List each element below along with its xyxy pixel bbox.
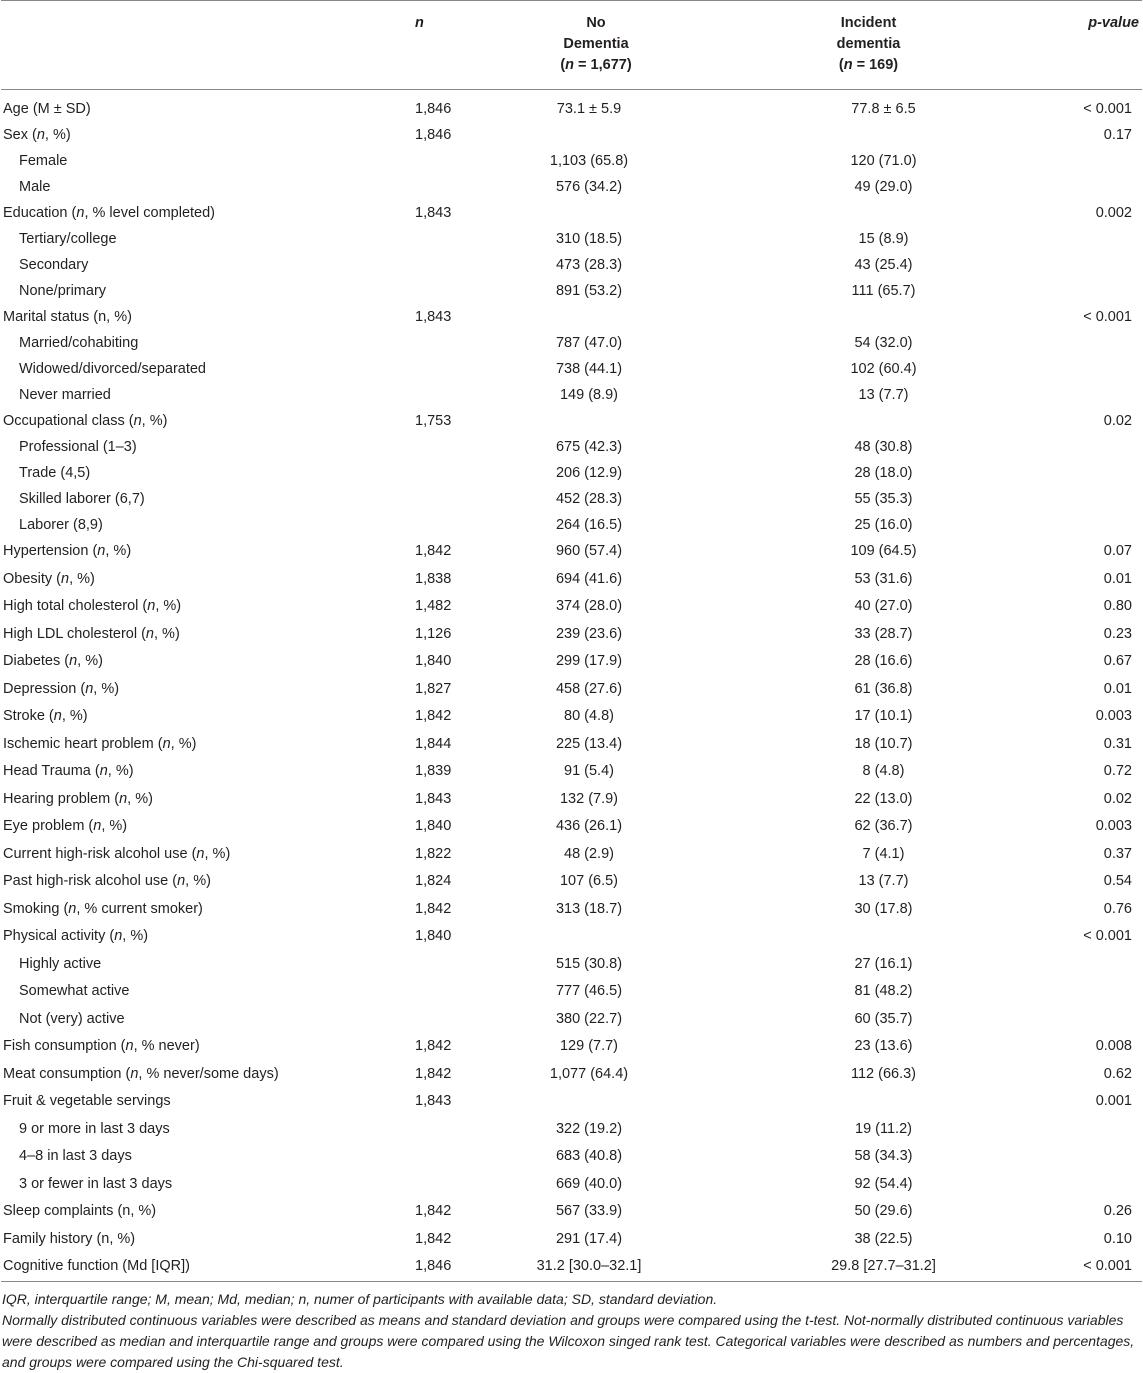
table-row [1,758,1142,786]
header-n: n [415,15,424,31]
table-row [1,278,1142,304]
cell-incident-dementia: 77.8 ± 6.5 [851,101,916,117]
row-label: High LDL cholesterol (n, %) [3,625,180,642]
row-label: Education (n, % level completed) [3,205,215,221]
header-incident-line1: Incident [840,15,897,31]
cell-n: 1,842 [415,1203,452,1219]
row-label: Ischemic heart problem (n, %) [3,735,197,752]
table-row [1,1061,1142,1089]
row-label: Current high-risk alcohol use (n, %) [3,845,231,862]
cell-incident-dementia: 50 (29.6) [854,1203,913,1219]
row-label: Secondary [19,257,89,273]
table-row [1,1171,1142,1199]
cell-incident-dementia [726,408,1011,434]
row-label: Stroke (n, %) [3,708,88,724]
cell-n: 1,839 [415,763,452,779]
cell-incident-dementia: 15 (8.9) [858,231,909,247]
cell-no-dementia: 299 (17.9) [555,653,623,669]
characteristics-table [1,0,1142,1282]
cell-no-dementia: 738 (44.1) [555,361,623,377]
table-row [1,200,1142,226]
cell-p-value [1011,434,1142,460]
cell-incident-dementia: 54 (32.0) [854,335,913,351]
cell-no-dementia: 80 (4.8) [564,708,614,724]
cell-p-value [1011,460,1142,486]
table-row [1,648,1142,676]
cell-p-value: < 0.001 [1083,928,1132,944]
cell-incident-dementia: 22 (13.0) [854,790,913,807]
cell-no-dementia: 1,077 (64.4) [549,1065,629,1082]
cell-incident-dementia: 92 (54.4) [854,1175,913,1192]
cell-incident-dementia: 17 (10.1) [854,708,913,724]
cell-n: 1,482 [415,598,452,614]
header-no-dementia-line3: (n = 1,677) [560,57,632,73]
cell-p-value: < 0.001 [1083,309,1132,325]
cell-p-value: 0.008 [1095,1038,1132,1054]
table-row [1,486,1142,512]
cell-incident-dementia: 7 (4.1) [862,845,905,862]
cell-p-value: < 0.001 [1083,101,1132,117]
cell-n: 1,126 [415,625,452,642]
row-label: Sleep complaints (n, %) [3,1203,157,1219]
header-incident-dementia [726,1,1011,90]
cell-no-dementia: 48 (2.9) [564,845,614,862]
cell-no-dementia: 669 (40.0) [555,1175,623,1192]
cell-n: 1,842 [415,900,452,917]
cell-n: 1,843 [415,1093,452,1109]
cell-n: 1,842 [415,1065,452,1082]
cell-n: 1,824 [415,873,452,889]
cell-n [346,356,466,382]
cell-incident-dementia: 27 (16.1) [854,955,913,972]
cell-n: 1,846 [415,101,452,117]
cell-n: 1,822 [415,845,452,862]
cell-incident-dementia: 8 (4.8) [862,763,905,779]
cell-no-dementia: 694 (41.6) [555,570,623,587]
table-row [1,1116,1142,1144]
row-label: Family history (n, %) [3,1230,136,1247]
cell-incident-dementia: 28 (16.6) [854,653,913,669]
header-no-dementia [466,1,726,90]
cell-incident-dementia [726,122,1011,148]
cell-p-value: 0.76 [1103,900,1132,917]
cell-p-value [1011,512,1142,538]
cell-incident-dementia: 25 (16.0) [854,517,913,533]
cell-no-dementia: 91 (5.4) [564,763,614,779]
cell-incident-dementia: 30 (17.8) [854,900,913,917]
cell-no-dementia: 225 (13.4) [555,735,623,752]
cell-n [346,486,466,512]
cell-incident-dementia: 23 (13.6) [854,1038,913,1054]
cell-n: 1,846 [415,1258,452,1274]
row-label: 9 or more in last 3 days [19,1120,170,1137]
header-no-dementia-line1: No [586,15,606,31]
header-variable [1,1,346,90]
cell-p-value: 0.003 [1095,818,1132,834]
cell-incident-dementia: 62 (36.7) [854,818,913,834]
cell-no-dementia: 149 (8.9) [559,387,619,403]
cell-no-dementia: 291 (17.4) [555,1230,623,1247]
cell-p-value: 0.17 [1103,127,1132,143]
row-label: Head Trauma (n, %) [3,763,134,779]
cell-p-value: < 0.001 [1083,1258,1132,1274]
cell-n [346,226,466,252]
row-label: Married/cohabiting [19,335,139,351]
row-label: Never married [19,387,111,403]
cell-no-dementia: 107 (6.5) [559,873,619,889]
table-row [1,304,1142,330]
cell-n: 1,842 [415,708,452,724]
cell-n: 1,827 [415,680,452,697]
cell-p-value: 0.10 [1103,1230,1132,1247]
cell-incident-dementia: 58 (34.3) [854,1148,913,1164]
cell-incident-dementia [726,923,1011,951]
cell-incident-dementia: 43 (25.4) [854,257,913,273]
table-row [1,786,1142,814]
cell-p-value: 0.80 [1103,598,1132,614]
row-label: Diabetes (n, %) [3,653,103,669]
cell-no-dementia: 683 (40.8) [555,1148,623,1164]
table-row [1,90,1142,123]
cell-p-value [1011,978,1142,1006]
cell-p-value [1011,148,1142,174]
cell-n [346,278,466,304]
cell-p-value: 0.002 [1095,205,1132,221]
cell-no-dementia: 436 (26.1) [555,818,623,834]
cell-p-value: 0.001 [1095,1093,1132,1109]
cell-n [346,148,466,174]
table-row [1,1143,1142,1171]
table-row [1,174,1142,200]
cell-p-value [1011,1143,1142,1171]
cell-incident-dementia [726,304,1011,330]
cell-p-value [1011,486,1142,512]
row-label: None/primary [19,283,107,299]
cell-no-dementia: 675 (42.3) [555,439,623,455]
cell-incident-dementia: 53 (31.6) [854,570,913,587]
table-row [1,330,1142,356]
cell-no-dementia: 787 (47.0) [555,335,623,351]
table-row [1,122,1142,148]
cell-no-dementia: 73.1 ± 5.9 [556,101,622,117]
cell-incident-dementia: 48 (30.8) [854,439,913,455]
cell-p-value: 0.62 [1103,1065,1132,1082]
cell-p-value: 0.67 [1103,653,1132,669]
table-row [1,896,1142,924]
row-label: Fish consumption (n, % never) [3,1038,200,1054]
cell-p-value [1011,252,1142,278]
cell-p-value [1011,330,1142,356]
cell-p-value: 0.26 [1103,1203,1132,1219]
cell-p-value [1011,951,1142,979]
cell-no-dementia: 576 (34.2) [555,179,623,195]
cell-n: 1,842 [415,1038,452,1054]
table-row [1,460,1142,486]
cell-no-dementia: 239 (23.6) [555,625,623,642]
cell-incident-dementia: 18 (10.7) [854,735,913,752]
table-row [1,148,1142,174]
cell-no-dementia: 264 (16.5) [555,517,623,533]
cell-no-dementia: 380 (22.7) [555,1010,623,1027]
cell-p-value: 0.01 [1103,570,1132,587]
cell-incident-dementia: 102 (60.4) [850,361,917,377]
cell-incident-dementia: 112 (66.3) [850,1065,917,1082]
cell-no-dementia: 473 (28.3) [555,257,623,273]
row-label: 3 or fewer in last 3 days [19,1175,173,1192]
cell-p-value [1011,278,1142,304]
cell-p-value [1011,382,1142,408]
cell-no-dementia: 322 (19.2) [555,1120,623,1137]
table-row [1,731,1142,759]
cell-incident-dementia: 49 (29.0) [854,179,913,195]
table-row [1,408,1142,434]
cell-n: 1,842 [415,543,452,559]
cell-no-dementia: 310 (18.5) [555,231,623,247]
cell-n [346,434,466,460]
table-footnotes [0,1289,1143,1373]
cell-n: 1,843 [415,309,452,325]
row-label: Past high-risk alcohol use (n, %) [3,873,211,889]
row-label: Smoking (n, % current smoker) [3,900,203,917]
cell-p-value: 0.31 [1103,735,1132,752]
cell-n: 1,753 [415,413,452,429]
row-label: Obesity (n, %) [3,570,95,587]
row-label: Sex (n, %) [3,127,71,143]
cell-n [346,174,466,200]
row-label: Professional (1–3) [19,439,137,455]
table-row [1,841,1142,869]
table-row [1,978,1142,1006]
table-row [1,676,1142,704]
row-label: Hearing problem (n, %) [3,790,153,807]
cell-no-dementia [466,200,726,226]
cell-no-dementia: 777 (46.5) [555,983,623,999]
cell-incident-dementia: 55 (35.3) [854,491,913,507]
row-label: Marital status (n, %) [3,309,132,325]
table-row [1,868,1142,896]
table-row [1,382,1142,408]
cell-no-dementia: 1,103 (65.8) [549,153,629,169]
cell-no-dementia [466,304,726,330]
row-label: Male [19,179,51,195]
cell-n [346,1171,466,1199]
header-p-value: p-value [1088,15,1139,31]
cell-incident-dementia: 28 (18.0) [854,465,913,481]
cell-n [346,252,466,278]
table-row [1,538,1142,566]
cell-no-dementia [466,923,726,951]
cell-p-value [1011,356,1142,382]
cell-incident-dementia: 33 (28.7) [854,625,913,642]
cell-p-value [1011,226,1142,252]
header-incident-line3: (n = 169) [838,57,899,73]
cell-no-dementia: 452 (28.3) [555,491,623,507]
table-row [1,1253,1142,1281]
table-row [1,252,1142,278]
cell-n: 1,843 [415,205,452,221]
cell-n [346,460,466,486]
cell-n: 1,840 [415,818,452,834]
row-label: Occupational class (n, %) [3,413,168,429]
footnote-methods: Normally distributed continuous variables were described as means and standard deviation and groups were compared using the t-test. Not-normally distributed continuous variables were described as median and interquartile range and groups were compared using the Wilcoxon singed rank test. Categorical variables were described as numbers and percentages, and groups were compared using the Chi-squared test. [2,1311,1135,1370]
cell-p-value [1011,1171,1142,1199]
cell-incident-dementia: 13 (7.7) [858,387,909,403]
cell-incident-dementia: 81 (48.2) [854,983,913,999]
row-label: Highly active [19,955,102,972]
cell-no-dementia: 891 (53.2) [555,283,623,299]
cell-no-dementia: 129 (7.7) [559,1038,619,1054]
cell-n: 1,842 [415,1230,452,1247]
cell-p-value: 0.02 [1103,790,1132,807]
table-row [1,621,1142,649]
row-label: 4–8 in last 3 days [19,1148,132,1164]
cell-n [346,1006,466,1034]
cell-no-dementia: 960 (57.4) [555,543,623,559]
table-row [1,1088,1142,1116]
cell-p-value [1011,1006,1142,1034]
cell-p-value: 0.54 [1103,873,1132,889]
cell-no-dementia: 515 (30.8) [555,955,623,972]
cell-no-dementia: 132 (7.9) [559,790,619,807]
cell-no-dementia [466,408,726,434]
cell-p-value: 0.72 [1103,763,1132,779]
cell-p-value [1011,174,1142,200]
cell-no-dementia: 313 (18.7) [555,900,623,917]
row-label: Age (M ± SD) [3,101,91,117]
footnote-abbreviations: IQR, interquartile range; M, mean; Md, median; n, numer of participants with available data; SD, standard deviation. [2,1290,718,1307]
cell-no-dementia: 458 (27.6) [555,680,623,697]
table-row [1,1226,1142,1254]
row-label: Female [19,153,68,169]
row-label: Laborer (8,9) [19,517,103,533]
cell-n [346,1116,466,1144]
cell-n [346,512,466,538]
table-row [1,512,1142,538]
table-body [1,90,1142,1282]
table-row [1,951,1142,979]
table-row [1,1198,1142,1226]
table-row [1,1033,1142,1061]
row-label: Not (very) active [19,1010,125,1027]
cell-no-dementia [466,1088,726,1116]
cell-n [346,1143,466,1171]
table-row [1,703,1142,731]
row-label: High total cholesterol (n, %) [3,598,182,614]
row-label: Eye problem (n, %) [3,818,128,834]
cell-incident-dementia: 19 (11.2) [855,1120,912,1137]
table-row [1,226,1142,252]
cell-incident-dementia: 60 (35.7) [854,1010,913,1027]
cell-n: 1,844 [415,735,452,752]
cell-incident-dementia: 61 (36.8) [854,680,913,697]
header-no-dementia-line2: Dementia [563,36,629,52]
row-label: Cognitive function (Md [IQR]) [3,1258,190,1274]
cell-n [346,382,466,408]
cell-incident-dementia: 111 (65.7) [851,283,916,299]
cell-n [346,951,466,979]
cell-incident-dementia: 120 (71.0) [850,153,917,169]
row-label: Hypertension (n, %) [3,543,132,559]
row-label: Fruit & vegetable servings [3,1093,171,1109]
row-label: Tertiary/college [19,231,117,247]
table-row [1,593,1142,621]
row-label: Meat consumption (n, % never/some days) [3,1065,279,1082]
cell-n [346,978,466,1006]
header-incident-line2: dementia [836,36,901,52]
cell-p-value: 0.23 [1103,625,1132,642]
table-row [1,1006,1142,1034]
cell-incident-dementia: 109 (64.5) [850,543,917,559]
table-row [1,356,1142,382]
table-header [1,1,1142,90]
cell-no-dementia: 567 (33.9) [555,1203,623,1219]
row-label: Depression (n, %) [3,680,120,697]
table-row [1,566,1142,594]
table-row [1,813,1142,841]
cell-incident-dementia [726,200,1011,226]
cell-p-value: 0.003 [1095,708,1132,724]
cell-n: 1,840 [415,653,452,669]
cell-p-value: 0.01 [1103,680,1132,697]
cell-incident-dementia: 40 (27.0) [854,598,913,614]
cell-no-dementia: 206 (12.9) [555,465,623,481]
row-label: Trade (4,5) [19,465,91,481]
cell-n: 1,843 [415,790,452,807]
cell-p-value [1011,1116,1142,1144]
cell-incident-dementia: 38 (22.5) [854,1230,913,1247]
row-label: Physical activity (n, %) [3,928,149,944]
cell-n: 1,838 [415,570,452,587]
cell-p-value: 0.37 [1103,845,1132,862]
cell-n [346,330,466,356]
cell-no-dementia: 31.2 [30.0–32.1] [536,1258,642,1274]
row-label: Somewhat active [19,983,130,999]
cell-no-dementia: 374 (28.0) [555,598,623,614]
row-label: Widowed/divorced/separated [19,361,206,377]
cell-p-value: 0.07 [1103,543,1132,559]
cell-no-dementia [466,122,726,148]
cell-incident-dementia [726,1088,1011,1116]
cell-incident-dementia: 13 (7.7) [858,873,909,889]
cell-n: 1,840 [415,928,452,944]
cell-p-value: 0.02 [1103,413,1132,429]
cell-incident-dementia: 29.8 [27.7–31.2] [831,1258,936,1274]
row-label: Skilled laborer (6,7) [19,491,145,507]
table-row [1,434,1142,460]
table-row [1,923,1142,951]
cell-n: 1,846 [415,127,452,143]
